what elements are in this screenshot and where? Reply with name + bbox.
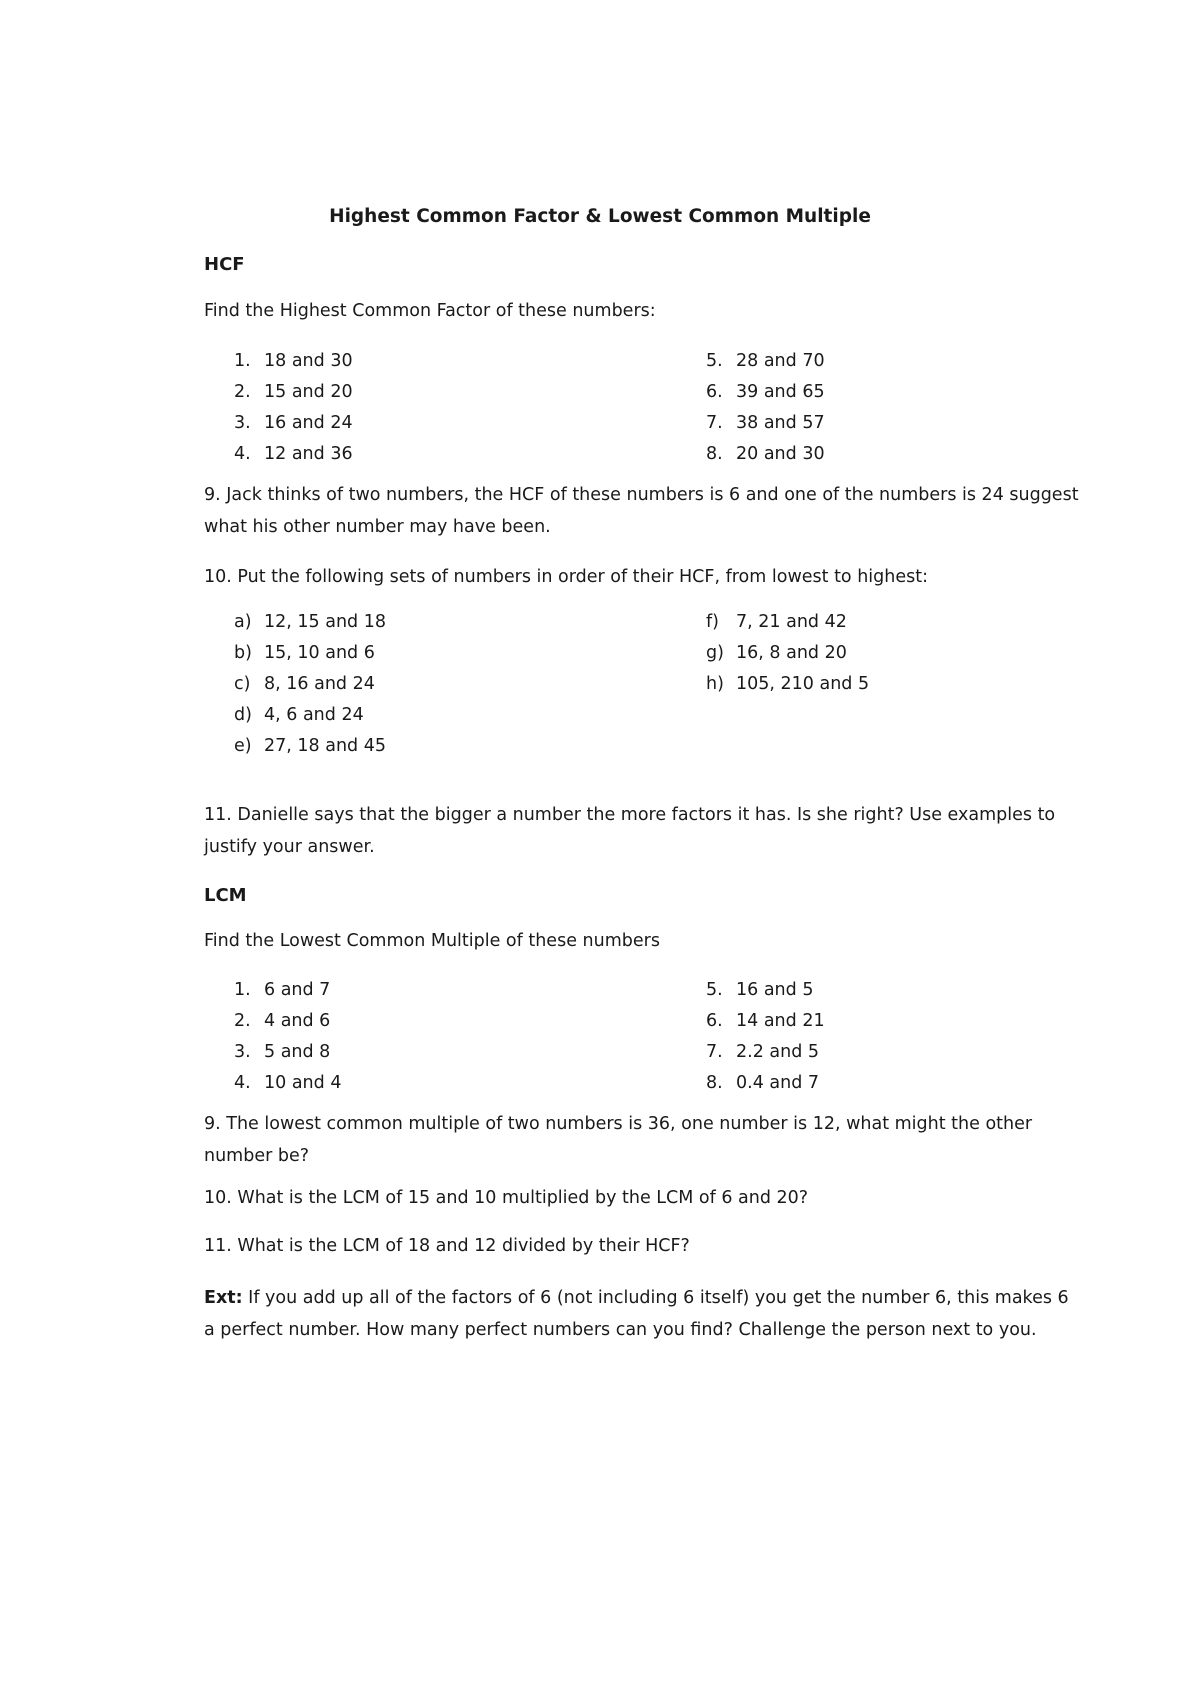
- list-item: h) 105, 210 and 5: [706, 674, 870, 694]
- list-item: 3. 5 and 8: [234, 1042, 331, 1062]
- lcm-instruction: Find the Lowest Common Multiple of these numbers: [204, 931, 660, 951]
- list-item: 3. 16 and 24: [234, 413, 353, 433]
- list-item: f) 7, 21 and 42: [706, 612, 847, 632]
- list-item: a) 12, 15 and 18: [234, 612, 386, 632]
- list-item: b) 15, 10 and 6: [234, 643, 375, 663]
- hcf-question-10: 10. Put the following sets of numbers in order of their HCF, from lowest to highest:: [204, 567, 928, 587]
- list-item: 4. 12 and 36: [234, 444, 353, 464]
- list-item: 2. 15 and 20: [234, 382, 353, 402]
- list-item: 7. 2.2 and 5: [706, 1042, 820, 1062]
- lcm-heading: LCM: [204, 885, 247, 906]
- list-item: g) 16, 8 and 20: [706, 643, 847, 663]
- list-item: 5. 28 and 70: [706, 351, 825, 371]
- extension-label: Ext:: [204, 1288, 243, 1308]
- extension-task: [204, 1282, 1084, 1346]
- hcf-question-11: 11. Danielle says that the bigger a number the more factors it has. Is she right? Use examples to justify your answer.: [204, 805, 1056, 857]
- list-item: 1. 18 and 30: [234, 351, 353, 371]
- list-item: d) 4, 6 and 24: [234, 705, 364, 725]
- list-item: e) 27, 18 and 45: [234, 736, 386, 756]
- hcf-instruction: Find the Highest Common Factor of these numbers:: [204, 301, 656, 321]
- list-item: 7. 38 and 57: [706, 413, 825, 433]
- list-item: 6. 14 and 21: [706, 1011, 825, 1031]
- extension-text: If you add up all of the factors of 6 (not including 6 itself) you get the number 6, this makes 6 a perfect number. How many perfect numbers can you find? Challenge the person next to you.: [204, 1288, 1069, 1340]
- lcm-question-11: 11. What is the LCM of 18 and 12 divided by their HCF?: [204, 1236, 690, 1256]
- list-item: 5. 16 and 5: [706, 980, 814, 1000]
- hcf-question-9: 9. Jack thinks of two numbers, the HCF of these numbers is 6 and one of the numbers is 24 suggest what his other number may have been.: [204, 485, 1079, 537]
- list-item: 6. 39 and 65: [706, 382, 825, 402]
- lcm-question-9: 9. The lowest common multiple of two numbers is 36, one number is 12, what might the other number be?: [204, 1114, 1033, 1166]
- list-item: 8. 0.4 and 7: [706, 1073, 820, 1093]
- list-item: c) 8, 16 and 24: [234, 674, 375, 694]
- lcm-question-10: 10. What is the LCM of 15 and 10 multiplied by the LCM of 6 and 20?: [204, 1188, 809, 1208]
- list-item: 4. 10 and 4: [234, 1073, 342, 1093]
- list-item: 1. 6 and 7: [234, 980, 331, 1000]
- list-item: 2. 4 and 6: [234, 1011, 331, 1031]
- hcf-heading: HCF: [204, 254, 245, 275]
- worksheet-title: Highest Common Factor & Lowest Common Multiple: [329, 206, 871, 227]
- list-item: 8. 20 and 30: [706, 444, 825, 464]
